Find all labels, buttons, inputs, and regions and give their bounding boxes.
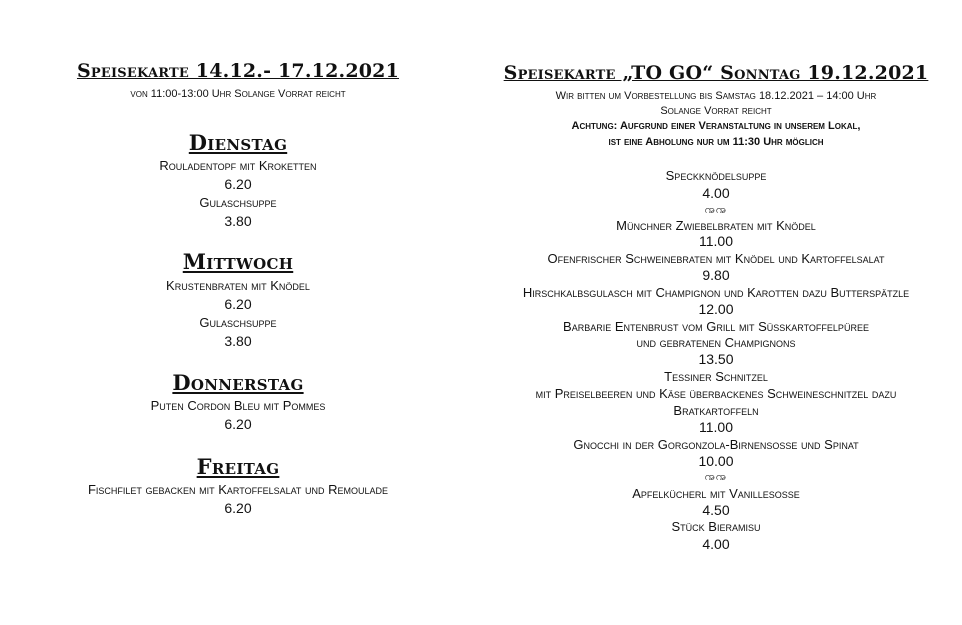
dish-price: 6.20 [224,500,252,516]
dish-price: 4.00 [702,536,730,552]
dish-price: 11.00 [699,233,733,249]
preorder-note-stock: Solange Vorrat reicht [660,105,772,117]
dish-price: 6.20 [224,416,252,432]
day-heading-donnerstag: Donnerstag [172,370,304,395]
dish-name-continued: Bratkartoffeln [673,403,759,418]
dish-price: 4.50 [702,502,730,518]
dish-name-continued: mit Preiselbeeren und Käse überbackenes Schweineschnitzel dazu [535,386,897,401]
dish-price: 4.00 [702,185,730,201]
dish-name: Gnocchi in der Gorgonzola-Birnensoße und Spinat [573,437,859,452]
dish-name: Rouladentopf mit Kroketten [159,158,317,173]
dish-price: 10.00 [698,453,734,469]
weekly-menu-hours: von 11:00-13:00 Uhr Solange Vorrat reicht [130,88,346,100]
dish-name: Apfelkücherl mit Vanillesoße [632,486,800,501]
dish-name-continued: und gebratenen Champignons [636,335,796,350]
dish-price: 6.20 [224,176,252,192]
ornament-divider-icon: ꩠꩠ [704,203,728,216]
weekly-menu-title: Speisekarte 14.12.- 17.12.2021 [76,60,400,82]
dish-name: Stück Bieramisu [671,519,761,534]
dish-name: Ofenfrischer Schweinebraten mit Knödel und Kartoffelsalat [547,251,885,266]
day-heading-mittwoch: Mittwoch [182,249,294,274]
dish-name: Hirschkalbsgulasch mit Champignon und Karotten dazu Butterspätzle [522,285,910,300]
togo-menu-title: Speisekarte „TO GO“ Sonntag 19.12.2021 [503,62,929,84]
dish-name: Barbarie Entenbrust vom Grill mit Süßkartoffelpüree [563,319,869,334]
dish-price: 9.80 [702,267,730,283]
dish-price: 3.80 [224,333,252,349]
dish-name: Gulaschsuppe [199,315,277,330]
dish-name: Gulaschsuppe [199,195,277,210]
dish-price: 12.00 [698,301,734,317]
dish-name: Fischfilet gebacken mit Kartoffelsalat und Remoulade [87,482,389,497]
pickup-notice: Achtung: Aufgrund einer Veranstaltung in unserem Lokal, [571,120,861,132]
day-heading-dienstag: Dienstag [188,130,288,155]
pickup-notice-time: ist eine Abholung nur um 11:30 Uhr möglich [608,136,824,148]
ornament-divider-icon: ꩠꩠ [704,470,728,483]
dish-price: 3.80 [224,213,252,229]
dish-name: Krustenbraten mit Knödel [166,278,310,293]
preorder-note: Wir bitten um Vorbestellung bis Samstag 18.12.2021 – 14:00 Uhr [555,90,877,102]
dish-name: Speckknödelsuppe [665,168,767,183]
dish-price: 11.00 [699,419,733,435]
day-heading-freitag: Freitag [196,454,280,479]
dish-price: 13.50 [698,351,734,367]
dish-name: Münchner Zwiebelbraten mit Knödel [616,218,816,233]
dish-name: Puten Cordon Bleu mit Pommes [150,398,326,413]
dish-price: 6.20 [224,296,252,312]
dish-name: Tessiner Schnitzel [664,369,768,384]
